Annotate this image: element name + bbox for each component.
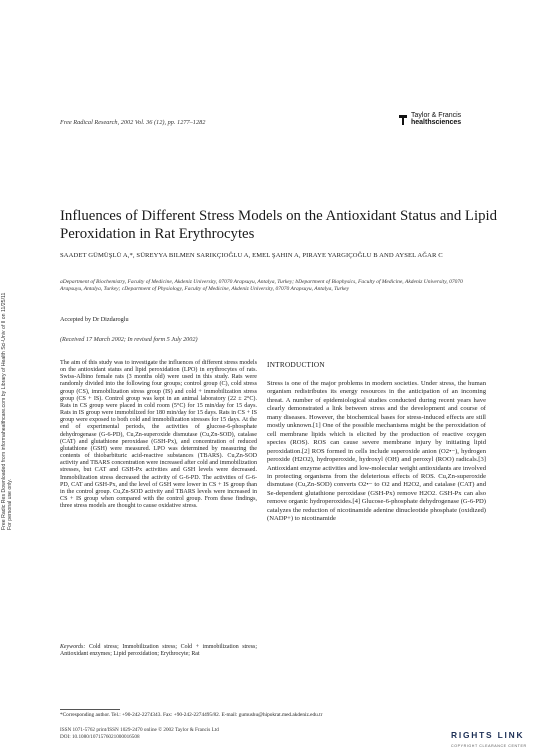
keywords [60,644,257,658]
issn-info [60,727,219,740]
journal-citation: Free Radical Research, 2002 Vol. 36 (12), pp. 1277–1282 [60,119,206,126]
section-heading-introduction: INTRODUCTION [267,361,325,369]
rightslink-logo-text: RIGHTS LINK [451,730,525,740]
article-title: Influences of Different Stress Models on the Antioxidant Status and Lipid Peroxidation in Rat Erythrocytes [60,208,497,242]
keywords-label: Keywords: [60,644,86,650]
keywords-list: Cold stress; Immobilization stress; Cold + immobilization stress; Antioxidant enzymes; Lipid peroxidation; Erythrocyte; Rat [60,644,257,657]
doi-line: DOI: 10.1080/1071576021000016508 [60,733,140,740]
corresponding-author-footnote: *Corresponding author. Tel.: +90-242-2274343. Fax: +90-242-2274495/82. E-mail: gumushu@hipokrat.med.akdeniz.edu.tr [60,712,323,718]
accepted-note: Accepted by Dr Dizdaroglu [60,316,129,323]
abstract-text: The aim of this study was to investigate the influences of different stress models on the antioxidant status and lipid peroxidation (LPO) in erythrocytes of rats. Swiss-Albino female rats (3 months old) were used in this study. Rats were randomly divided into the following four groups; control group (C), cold stress group (CS), immobilization stress group (IS) and cold + immobilization stress group (CS + IS). Control group was kept in an animal laboratory (22 ± 2°C). Rats in CS group were placed in cold room (5°C) for 15 min/day for 15 days. Rats in IS group were immobilized for 180 min/day for 15 days. Rats in CS + IS group were exposed to both cold and immobilization stresses for 15 days. At the end of experimental periods, the activities of glucose-6-phosphate dehydrogenase (G-6-PD), Cu,Zn-superoxide dismutase (Cu,Zn-SOD), catalase (CAT) and glutathione peroxidase (GSH-Px), and concentration of reduced glutathione (GSH) were measured. LPO was determined by measuring the contents of thiobarbituric acid-reactive substances (TBARS). Cu,Zn-SOD activity and TBARS concentration were increased after cold and immobilization stresses, but CAT and GSH-Px activities and GSH levels were decreased. Immobilization stress decreased the activity of G-6-PD. The activities of G-6-PD, CAT and GSH-Px, and the level of GSH were lower in CS + IS group than in the control group. Cu,Zn-SOD activity and TBARS levels were increased in CS + IS group when compared with the control group. From these findings, three stress models are thought to cause oxidative stress. [60,360,257,510]
footnote-divider [60,709,120,710]
author-affiliations: aDepartment of Biochemistry, Faculty of Medicine, Akdeniz University, 07070 Arapsuyu, Antalya, Turkey; bDepartment of Biophysics, Faculty of Medicine, Akdeniz University, 07070 Arapsuyu, Antalya, Turkey; cDepartment of Physiology, Faculty of Medicine, Akdeniz University, 07070 Arapsuyu, Antalya, Turkey [60,279,463,293]
received-note: (Received 17 March 2002; In revised form 5 July 2002) [60,336,198,343]
introduction-text: Stress is one of the major problems in modern societies. Under stress, the human organism redistributes its energy resources in the anticipation of an incoming threat. A number of epidemiological studies conducted during recent years have clearly demonstrated a link between stress and the development and course of many diseases. However, the biochemical bases for stress-induced effects are still mostly unknown.[1] One of the possible mechanisms might be the peroxidation of cell membrane lipids which is elicited by the production of reactive oxygen species (ROS). ROS can cause severe membrane injury by initiating lipid peroxidation.[2] ROS formed in cells include superoxide anion (O2•−), hydrogen peroxide (H2O2), hydroperoxide, hydroxyl (OH) and peroxyl (ROO) radicals.[3] Antioxidant enzyme activities and low-molecular weight antioxidants are involved in protecting organisms from the deleterious effects of ROS. Cu,Zn-superoxide dismutase (Cu,Zn-SOD) converts O2•− to O2 and H2O2, and catalase (CAT) and Se-dependent glutathione peroxidase (GSH-Px) remove H2O2. GSH-Px can also remove organic hydroperoxides.[4] Glucose-6-phosphate dehydrogenase (G-6-PD) catalyzes the reduction of nicotinamide adenine dinucleotide phosphate (oxidized) (NADP+) to nicotinamide [267,380,486,523]
rightslink-logo-subtext: COPYRIGHT CLEARANCE CENTER [451,744,527,748]
download-notice-line: For personal use only. [7,479,13,530]
publisher-logo-icon [398,113,408,125]
rightslink-logo[interactable] [451,725,531,748]
issn-line: ISSN 1071-5762 print/ISSN 1029-2470 online © 2002 Taylor & Francis Ltd [60,727,219,733]
download-notice-line: Free Radic Res Downloaded from informahealthcare.com by Library of Health Sci-Univ of Il on 11/25/11 [1,292,7,530]
download-notice [1,170,21,530]
publisher-logo-line1: Taylor & Francis [411,111,462,119]
publisher-logo [398,111,488,127]
author-list: SAADET GÜMÜŞLÜ A,*, SÜREYYA BILMEN SARIKÇIOĞLU A, EMEL ŞAHIN A, PIRAYE YARGIÇOĞLU B AND AYSEL AĞAR C [60,252,443,259]
publisher-logo-line2: healthsciences [411,119,462,126]
